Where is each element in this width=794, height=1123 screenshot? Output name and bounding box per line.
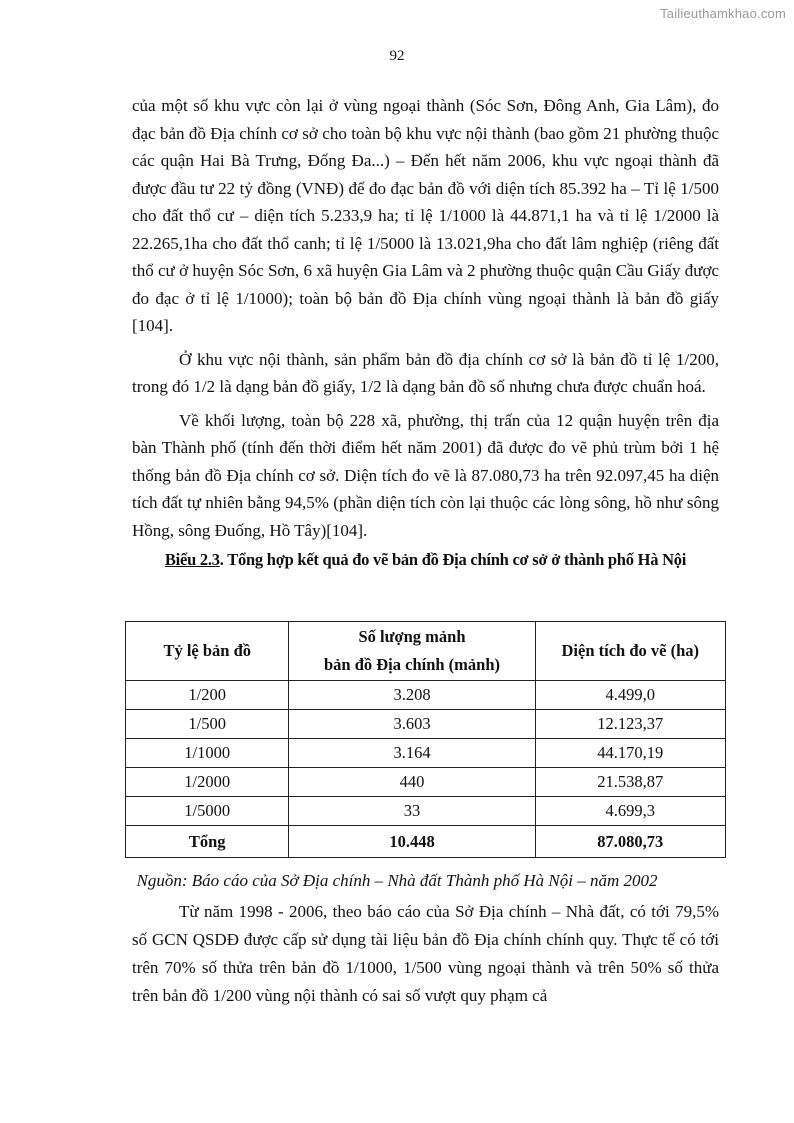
header-sheets <box>289 622 535 681</box>
cell-sheets: 440 <box>289 768 535 797</box>
total-label: Tổng <box>126 826 289 858</box>
paragraph-3: Về khối lượng, toàn bộ 228 xã, phường, thị trấn của 12 quận huyện trên địa bàn Thành phố (tính đến thời điểm hết năm 2001) đã được đo vẽ phủ trùm bởi 1 hệ thống bản đồ Địa chính cơ sở. Diện tích đo vẽ là 87.080,73 ha trên 92.097,45 ha diện tích đất tự nhiên bằng 94,5% (phần diện tích còn lại thuộc các lòng sông, hồ như sông Hồng, sông Đuống, Hồ Tây)[104]. <box>132 410 719 540</box>
cell-scale: 1/200 <box>126 681 289 710</box>
cell-area: 4.699,3 <box>535 797 725 826</box>
survey-results-table <box>125 621 726 858</box>
cell-sheets: 3.164 <box>289 739 535 768</box>
cell-area: 12.123,37 <box>535 710 725 739</box>
cell-sheets: 33 <box>289 797 535 826</box>
table-row <box>126 681 726 710</box>
header-scale: Tỷ lệ bản đồ <box>126 622 289 681</box>
page-number: 92 <box>389 48 405 64</box>
table-total-row <box>126 826 726 858</box>
caption-text: . Tổng hợp kết quả đo vẽ bản đồ Địa chính cơ sở ở thành phố Hà Nội <box>219 550 687 569</box>
paragraph-2: Ở khu vực nội thành, sản phẩm bản đồ địa chính cơ sở là bản đồ tỉ lệ 1/200, trong đó 1/2 là dạng bản đồ giấy, 1/2 là dạng bản đồ số nhưng chưa được chuẩn hoá. <box>132 349 719 396</box>
table-source-note: Nguồn: Báo cáo của Sở Địa chính – Nhà đất Thành phố Hà Nội – năm 2002 <box>136 871 658 890</box>
cell-scale: 1/500 <box>126 710 289 739</box>
header-area: Diện tích đo vẽ (ha) <box>535 622 725 681</box>
paragraph-1: của một số khu vực còn lại ở vùng ngoại thành (Sóc Sơn, Đông Anh, Gia Lâm), đo đạc bản đồ Địa chính cơ sở cho toàn bộ khu vực nội thành (bao gồm 21 phường thuộc các quận Hai Bà Trưng, Đống Đa...) – Đến hết năm 2006, khu vực ngoại thành đã được đầu tư 22 tỷ đồng (VNĐ) để đo đạc bản đồ với diện tích 85.392 ha – Tỉ lệ 1/500 cho đất thổ cư – diện tích 5.233,9 ha; tỉ lệ 1/1000 là 44.871,1 ha và tỉ lệ 1/2000 là 22.265,1ha cho đất thổ canh; tỉ lệ 1/5000 là 13.021,9ha cho đất lâm nghiệp (riêng đất thổ cư ở huyện Sóc Sơn, 6 xã huyện Gia Lâm và 2 phường thuộc quận Cầu Giấy được đo đạc ở tỉ lệ 1/1000); toàn bộ bản đồ Địa chính vùng ngoại thành là bản đồ giấy [104]. <box>132 96 719 335</box>
cell-sheets: 3.603 <box>289 710 535 739</box>
header-sheets-line1: Số lượng mảnh <box>358 627 466 646</box>
caption-label: Biểu 2.3 <box>164 550 220 569</box>
table-row <box>126 768 726 797</box>
table-caption <box>132 546 719 574</box>
paragraph-4: Từ năm 1998 - 2006, theo báo cáo của Sở Địa chính – Nhà đất, có tới 79,5% số GCN QSDĐ được cấp sử dụng tài liệu bản đồ Địa chính chính quy. Thực tế có tới trên 70% số thửa trên bản đồ 1/1000, 1/500 vùng ngoại thành và trên 50% số thửa trên bản đồ 1/200 vùng nội thành có sai số vượt quy phạm cả <box>132 902 719 1005</box>
cell-area: 4.499,0 <box>535 681 725 710</box>
table-row <box>126 739 726 768</box>
table-row <box>126 797 726 826</box>
cell-scale: 1/1000 <box>126 739 289 768</box>
cell-area: 44.170,19 <box>535 739 725 768</box>
watermark: Tailieuthamkhao.com <box>660 6 786 21</box>
total-area: 87.080,73 <box>535 826 725 858</box>
total-sheets: 10.448 <box>289 826 535 858</box>
header-sheets-line2: bản đồ Địa chính (mảnh) <box>323 655 501 674</box>
cell-scale: 1/2000 <box>126 768 289 797</box>
cell-area: 21.538,87 <box>535 768 725 797</box>
cell-scale: 1/5000 <box>126 797 289 826</box>
table-header-row <box>126 622 726 681</box>
cell-sheets: 3.208 <box>289 681 535 710</box>
body-text <box>132 92 719 574</box>
table-row <box>126 710 726 739</box>
